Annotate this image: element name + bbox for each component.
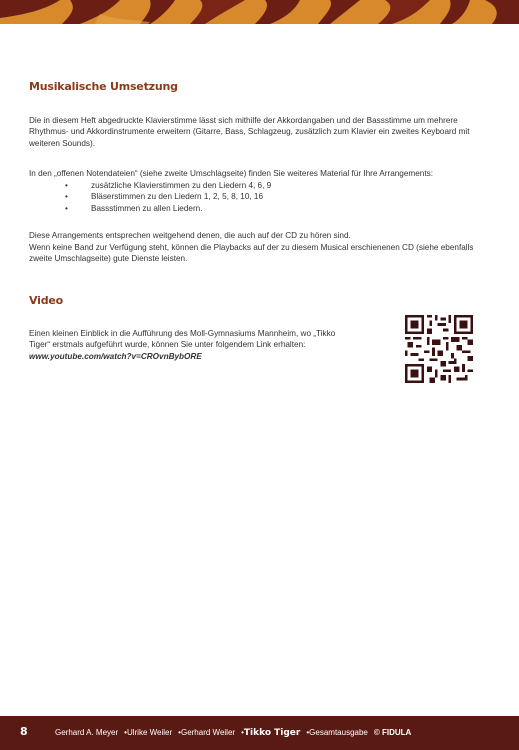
bullet-icon: •: [65, 203, 68, 213]
list-item: • zusätzliche Klavierstimmen zu den Liedern 4, 6, 9: [65, 181, 272, 190]
footer-separator: •: [241, 728, 244, 737]
footer-author-1: Gerhard A. Meyer: [55, 728, 119, 737]
footer-author-3: Gerhard Weiler: [180, 728, 236, 737]
paragraph-intro: Die in diesem Heft abgedruckte Klavierstimme lässt sich mithilfe der Akkordangaben und der Bassstimme um mehrere Rhythmus- und Akkordinstrumente erweitern (Gitarre, Bass, Schlagzeug, zusätzlich zum Klavier ein zweites Keyboard mit weiteren Sounds).: [29, 116, 470, 148]
heading-musikalische-umsetzung: Musikalische Umsetzung: [29, 80, 178, 93]
paragraph-arrangements: Diese Arrangements entsprechen weitgehend denen, die auch auf der CD zu hören sind.: [29, 231, 351, 240]
tiger-stripe-band: [0, 0, 519, 24]
footer-edition: Gesamtausgabe: [309, 728, 368, 737]
footer-title: Tikko Tiger: [243, 728, 301, 738]
arrangement-list: [29, 180, 271, 214]
youtube-link[interactable]: www.youtube.com/watch?v=CROvnBybORE: [29, 351, 202, 361]
paragraph-notendateien: In den „offenen Notendateien“ (siehe zweite Umschlagseite) finden Sie weiteres Material für Ihre Arrangements:: [29, 169, 433, 178]
footer-separator: •: [306, 728, 310, 737]
footer-publisher: © FIDULA: [373, 728, 412, 737]
page-number: 8: [20, 725, 28, 738]
list-item: • Bassstimmen zu allen Liedern.: [65, 203, 203, 213]
footer-separator: •: [124, 728, 127, 737]
paragraph-playbacks: Wenn keine Band zur Verfügung steht, können die Playbacks auf der zu diesem Musical erschienenen CD (siehe ebenfalls zweite Umschlagseite) gute Dienste leisten.: [29, 243, 474, 264]
bullet-icon: •: [65, 181, 68, 190]
footer-author-2: Ulrike Weiler: [126, 728, 173, 737]
heading-video: Video: [29, 294, 63, 307]
list-item: • Bläserstimmen zu den Liedern 1, 2, 5, 8, 10, 16: [65, 192, 264, 202]
bullet-icon: •: [65, 192, 68, 202]
footer-bar: [0, 716, 519, 750]
qr-code-icon: [405, 315, 473, 383]
footer-separator: •: [178, 728, 181, 737]
paragraph-video: Einen kleinen Einblick in die Aufführung des Moll-Gymnasiums Mannheim, wo „Tikko Tiger“ erstmals aufgeführt wurde, können Sie unter folgendem Link erhalten: www.youtube.com/watch?v=CROvnBybORE: [29, 329, 336, 361]
